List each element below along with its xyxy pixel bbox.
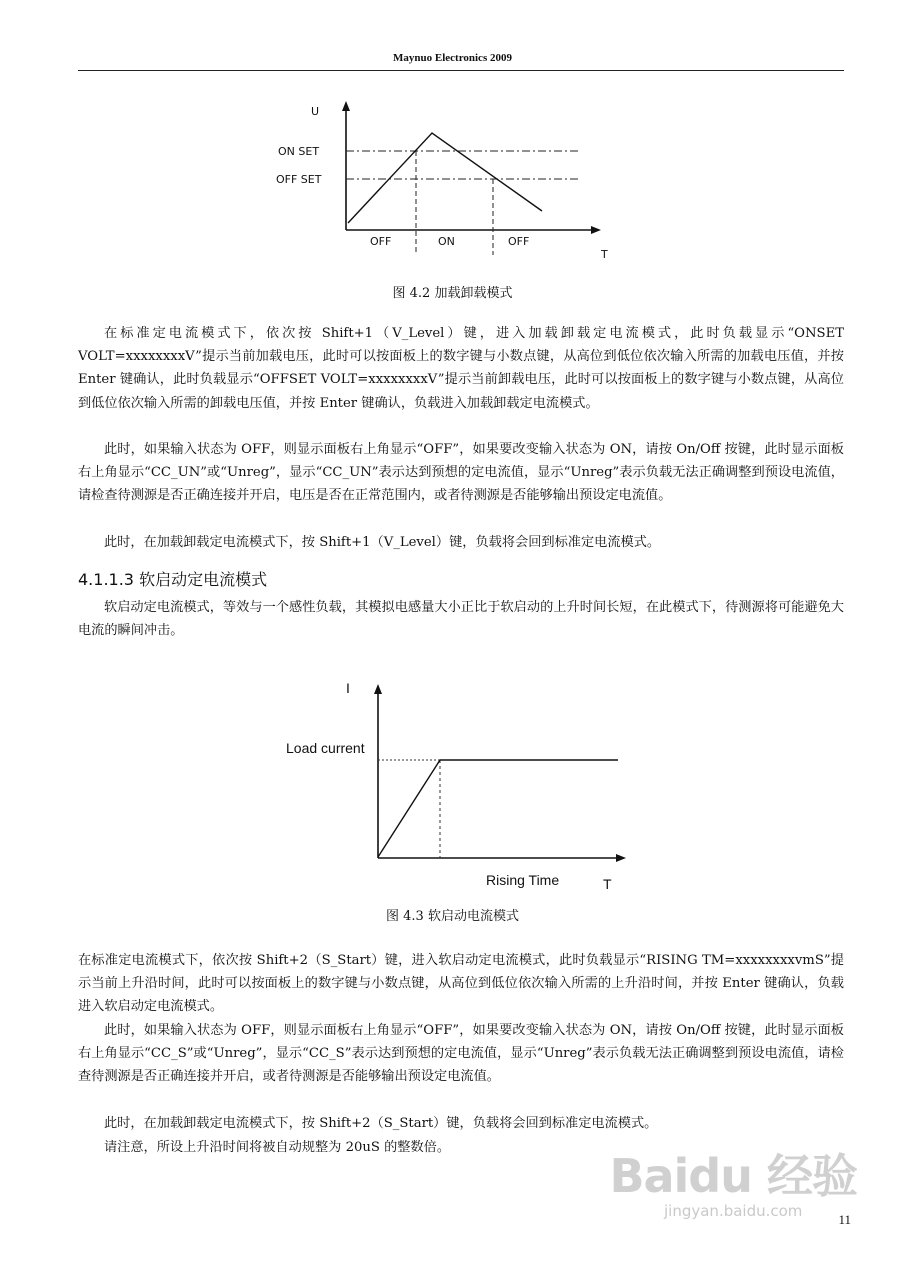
voltage-waveform [348, 133, 542, 223]
rising-time-label: Rising Time [486, 872, 560, 888]
header-rule [78, 70, 844, 71]
paragraph-2: 此时，如果输入状态为 OFF，则显示面板右上角显示“OFF”，如果要改变输入状态为 ON，请按 On/Off 按键，此时显示面板右上角显示“CC_UN”或“Unreg”，显示“CC_UN”表示达到预想的定电流值，显示“Unreg”表示负载无法正确调整到预设电流值，请检查待测源是否正确连接并开启，电压是否在正常范围内，或者待测源是否能够输出预设定电流值。 [78, 442, 844, 504]
paragraph-5: 在标准定电流模式下，依次按 Shift+2（S_Start）键，进入软启动定电流模式，此时负载显示“RISING TM=xxxxxxxxvmS”提示当前上升沿时间，此时可以按面板上的数字键与小数点键，从高位到低位依次输入所需的上升沿时间，并按 Enter 键确认，负载进入软启动定电流模式。 [78, 953, 844, 1015]
paragraph-8: 请注意，所设上升沿时间将被自动规整为 20uS 的整数倍。 [104, 1140, 451, 1155]
offset-label: OFF SET [276, 173, 322, 186]
page-header: Maynuo Electronics 2009 [393, 52, 512, 64]
figure2-caption: 图 4.3 软启动电流模式 [386, 909, 519, 924]
paragraph-7: 此时，在加载卸载定电流模式下，按 Shift+2（S_Start）键，负载将会回到标准定电流模式。 [104, 1116, 658, 1131]
x-axis-label: T [601, 248, 608, 261]
paragraph-3: 此时，在加载卸载定电流模式下，按 Shift+1（V_Level）键，负载将会回到标准定电流模式。 [104, 535, 661, 550]
paragraph-4: 软启动定电流模式，等效与一个感性负载，其模拟电感量大小正比于软启动的上升时间长短，在此模式下，待测源将可能避免大电流的瞬间冲击。 [78, 600, 844, 639]
page-number: 11 [838, 1212, 851, 1227]
figure-load-unload-diagram [270, 95, 630, 270]
watermark-logo: Baidu 经验 [609, 1149, 857, 1203]
y-axis-label: I [346, 680, 350, 696]
current-waveform [378, 760, 618, 857]
y-axis-arrow [342, 101, 350, 111]
region-label-off-2: OFF [508, 235, 530, 248]
paragraph-6: 此时，如果输入状态为 OFF，则显示面板右上角显示“OFF”，如果要改变输入状态为 ON，请按 On/Off 按键，此时显示面板右上角显示“CC_S”或“Unreg”，显示“CC_S”表示达到预想的定电流值，显示“Unreg”表示负载无法正确调整到预设电流值，请检查待测源是否正确连接并开启，或者待测源是否能够输出预设定电流值。 [78, 1023, 844, 1085]
figure-soft-start-diagram [280, 675, 630, 900]
figure1-caption: 图 4.2 加载卸载模式 [392, 286, 513, 301]
x-axis-arrow [591, 226, 601, 234]
load-current-label: Load current [286, 740, 365, 756]
region-label-off-1: OFF [370, 235, 392, 248]
watermark-url: jingyan.baidu.com [664, 1202, 803, 1220]
y-axis-label: U [311, 105, 320, 118]
onset-label: ON SET [278, 145, 320, 158]
region-label-on: ON [438, 235, 455, 248]
y-axis-arrow [374, 684, 382, 694]
section-heading: 4.1.1.3 软启动定电流模式 [78, 570, 268, 589]
x-axis-arrow [616, 854, 626, 862]
x-axis-label: T [603, 876, 612, 892]
baidu-watermark [609, 1150, 857, 1220]
paragraph-1: 在标准定电流模式下，依次按 Shift+1（V_Level）键，进入加载卸载定电流模式，此时负载显示“ONSET VOLT=xxxxxxxxV”提示当前加载电压，此时可以按面板上的数字键与小数点键，从高位到低位依次输入所需的加载电压值，并按 Enter 键确认，此时负载显示“OFFSET VOLT=xxxxxxxxV”提示当前卸载电压，此时可以按面板上的数字键与小数点键，从高位到低位依次输入所需的卸载电压值，并按 Enter 键确认，负载进入加载卸载定电流模式。 [78, 326, 844, 411]
